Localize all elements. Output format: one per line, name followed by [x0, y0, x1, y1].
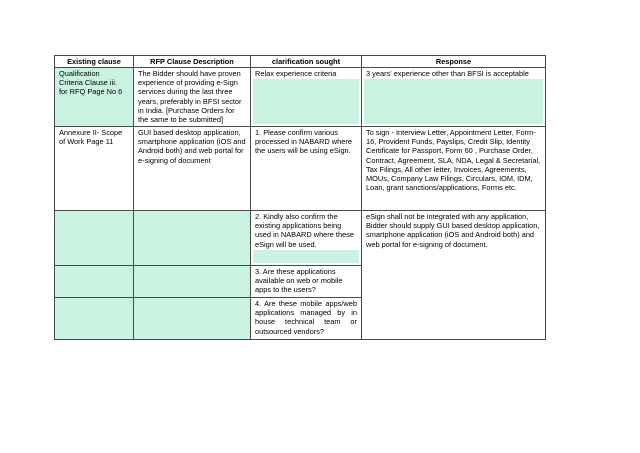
- row2-existing-cell: [55, 127, 134, 211]
- row1-response-text: 3 years' experience other than BFSI is acceptable: [366, 69, 529, 78]
- table-row: [55, 127, 546, 211]
- row2-response-cell: [362, 127, 546, 211]
- row1-existing-text: Qualification Criteria Clause iii. for RFQ Page No 6: [59, 69, 123, 97]
- row3-clarification-highlight: [253, 250, 359, 263]
- row5-existing-cell: [55, 298, 134, 340]
- row2-clarification-text: 1. Please confirm various processed in NABARD where the users will be using eSign.: [255, 128, 352, 156]
- header-clarification-sought: clarification sought: [251, 56, 362, 68]
- response-merged-cell: [362, 211, 546, 340]
- row4-clarification-text: 3. Are these applications available on web or mobile apps to the users?: [255, 267, 343, 295]
- row1-response-highlight: [364, 79, 543, 124]
- row4-clarification-cell: [251, 266, 362, 298]
- header-response: Response: [362, 56, 546, 68]
- row2-description-text: GUI based desktop application, smartphone application (iOS and Android both) and web portal for e-signing of document: [138, 128, 246, 165]
- row1-description-text: The Bidder should have proven experience of providing e-Sign services during the last three years, preferably in BFSI sector in India. [Purchase Orders for the same to be submitted]: [138, 69, 242, 125]
- row1-clarification-highlight: [253, 79, 359, 124]
- row3-existing-cell: [55, 211, 134, 266]
- header-existing-clause: Existing clause: [55, 56, 134, 68]
- row3-clarification-text: 2. Kindly also confirm the existing applications being used in NABARD where these eSign will be used.: [255, 212, 355, 249]
- table-row: [55, 68, 546, 127]
- row3-response-text: eSign shall not be integrated with any application, Bidder should supply GUI based desktop application, smartphone application (iOS and Android both) and web portal for e-signing of document.: [366, 212, 540, 249]
- row2-existing-text: Annexure II- Scope of Work Page 11: [59, 128, 123, 147]
- row2-response-text: To sign - Interview Letter, Appointment Letter, Form-16, Provident Funds, Payslips, Credit Slip, Identity Certificate for Passport, Form 60 , Purchase Order, Contract, Agreement, SLA, NDA, Legal & Secretarial, Tax Filings, All other letter, Invoices, Agreements, MOUs, Company Law Filings, Circulars, IOM, IDM, Loan, grant sanctions/applications, Forms etc.: [366, 128, 541, 193]
- row2-clarification-cell: [251, 127, 362, 211]
- header-rfp-clause-description: RFP Clause Description: [134, 56, 251, 68]
- row3-description-cell: [134, 211, 251, 266]
- row5-clarification-text: 4. Are these mobile apps/web applications managed by in house technical team or outsourced vendors?: [255, 299, 357, 336]
- row1-clarification-cell: [251, 68, 362, 127]
- row4-description-cell: [134, 266, 251, 298]
- row3-clarification-cell: [251, 211, 362, 266]
- row5-clarification-cell: [251, 298, 362, 340]
- row5-description-cell: [134, 298, 251, 340]
- clarification-table: [54, 55, 546, 340]
- row2-description-cell: [134, 127, 251, 211]
- row1-clarification-text: Relax experience criteria: [255, 69, 337, 78]
- table-row: [55, 211, 546, 266]
- row4-existing-cell: [55, 266, 134, 298]
- row1-description-cell: [134, 68, 251, 127]
- header-row: [55, 56, 546, 68]
- row1-response-cell: [362, 68, 546, 127]
- row1-existing-cell: [55, 68, 134, 127]
